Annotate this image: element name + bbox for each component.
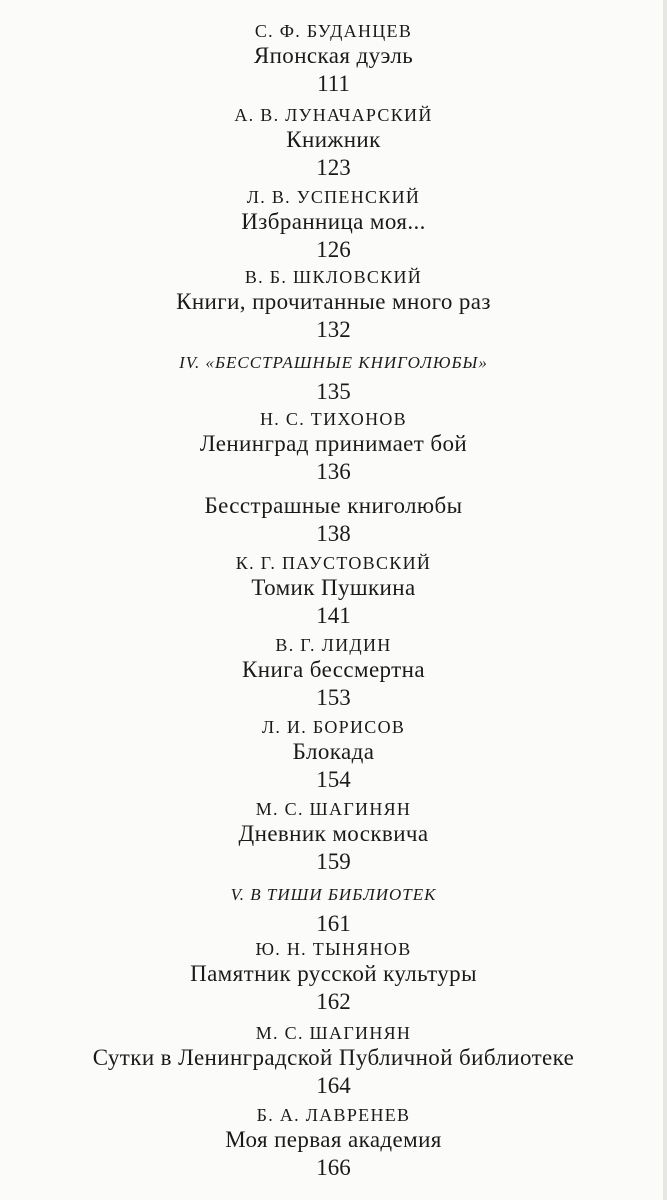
toc-section [0, 352, 667, 406]
entry-page-number: 126 [316, 237, 351, 262]
entry-title: Избранница моя... [241, 209, 426, 234]
entry-page-number: 138 [316, 521, 351, 546]
entry-page-number: 159 [316, 849, 351, 874]
entry-page-number: 153 [316, 685, 351, 710]
entry-author: Л. В. УСПЕНСКИЙ [246, 187, 421, 207]
toc-entry [0, 798, 667, 876]
entry-author: М. С. ШАГИНЯН [255, 1023, 412, 1043]
entry-page-number: 164 [316, 1073, 351, 1098]
entry-page-number: 123 [316, 155, 351, 180]
entry-title: Книжник [286, 127, 381, 152]
entry-page-number: 111 [317, 71, 350, 96]
toc-entry [0, 492, 667, 548]
toc-entry [0, 1104, 667, 1182]
entry-title: Памятник русской культуры [190, 961, 477, 986]
toc-entry [0, 634, 667, 712]
entry-author: Л. И. БОРИСОВ [261, 717, 406, 737]
entry-page-number: 166 [316, 1155, 351, 1180]
entry-title: Дневник москвича [238, 821, 429, 846]
entry-page-number: 162 [316, 989, 351, 1014]
toc-entry [0, 1022, 667, 1100]
entry-page-number: 132 [316, 317, 351, 342]
entry-author: В. Г. ЛИДИН [275, 635, 392, 655]
entry-title: Японская дуэль [253, 43, 414, 68]
entry-author: Н. С. ТИХОНОВ [260, 409, 407, 429]
toc-entry [0, 266, 667, 344]
section-page-number: 161 [316, 911, 351, 936]
toc-entry [0, 408, 667, 486]
toc-entry [0, 20, 667, 98]
section-page-number: 135 [316, 379, 351, 404]
entry-title: Моя первая академия [225, 1127, 442, 1152]
entry-title: Блокада [292, 739, 375, 764]
toc-entry [0, 186, 667, 264]
entry-author: В. Б. ШКЛОВСКИЙ [244, 267, 423, 287]
entry-author: Б. А. ЛАВРЕНЕВ [256, 1105, 411, 1125]
toc-entry [0, 938, 667, 1016]
entry-page-number: 154 [316, 767, 351, 792]
entry-author: А. В. ЛУНАЧАРСКИЙ [234, 105, 433, 125]
toc-entry [0, 552, 667, 630]
entry-author: К. Г. ПАУСТОВСКИЙ [235, 553, 432, 573]
entry-title: Бесстрашные книголюбы [204, 493, 463, 518]
entry-author: Ю. Н. ТЫНЯНОВ [255, 939, 412, 959]
entry-title: Сутки в Ленинградской Публичной библиотеке [92, 1045, 575, 1070]
entry-author: С. Ф. БУДАНЦЕВ [254, 21, 413, 41]
entry-author: М. С. ШАГИНЯН [255, 799, 412, 819]
toc-entry [0, 104, 667, 182]
entry-page-number: 136 [316, 459, 351, 484]
entry-title: Книги, прочитанные много раз [176, 289, 491, 314]
section-title: IV. «БЕССТРАШНЫЕ КНИГОЛЮБЫ» [179, 353, 488, 372]
entry-title: Ленинград принимает бой [199, 431, 468, 456]
entry-title: Книга бессмертна [242, 657, 425, 682]
entry-page-number: 141 [316, 603, 351, 628]
entry-title: Томик Пушкина [251, 575, 416, 600]
toc-section [0, 884, 667, 938]
section-title: V. В ТИШИ БИБЛИОТЕК [230, 885, 437, 904]
toc-entry [0, 716, 667, 794]
